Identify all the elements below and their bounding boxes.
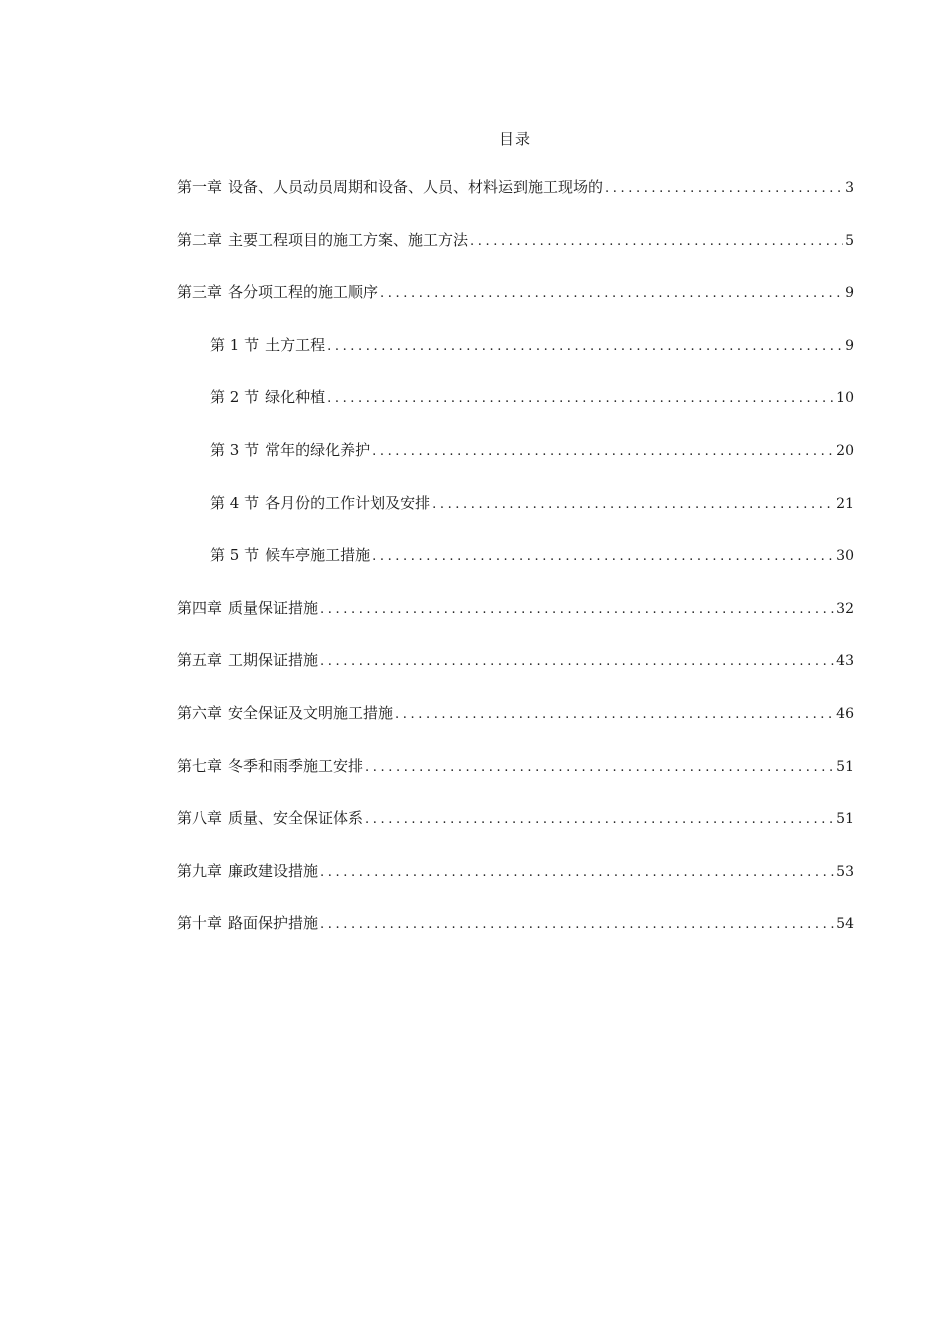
- toc-leader-dots: [320, 602, 834, 617]
- toc-entry-text: 安全保证及文明施工措施: [228, 703, 394, 722]
- toc-entry-text: 主要工程项目的施工方案、施工方法: [228, 230, 469, 249]
- toc-entry-text: 常年的绿化养护: [265, 440, 371, 459]
- toc-entry-page: 3: [845, 180, 854, 196]
- toc-entry-chapter-3[interactable]: [177, 281, 854, 334]
- toc-entry-label: 第五章: [177, 651, 223, 670]
- toc-entry-text: 土方工程: [265, 335, 326, 354]
- toc-entry-chapter-5[interactable]: [177, 649, 854, 702]
- toc-entry-page: 9: [845, 285, 854, 302]
- toc-entry-chapter-7[interactable]: [177, 755, 854, 808]
- toc-entry-chapter-6[interactable]: [177, 702, 854, 755]
- toc-entry-page: 30: [836, 548, 854, 565]
- toc-leader-dots: [327, 391, 834, 406]
- toc-entry-label: 第 4 节: [210, 493, 260, 512]
- toc-entry-label: 第六章: [177, 703, 223, 722]
- toc-title: 目录: [498, 130, 531, 148]
- toc-entry-text: 质量、安全保证体系: [228, 809, 364, 828]
- toc-entry-page: 54: [836, 916, 854, 933]
- toc-leader-dots: [605, 181, 843, 196]
- toc-entry-label: 第 3 节: [210, 440, 260, 459]
- toc-leader-dots: [320, 654, 834, 669]
- toc-leader-dots: [320, 865, 834, 880]
- toc-entry-chapter-1[interactable]: [177, 176, 854, 229]
- toc-entry-section-4[interactable]: [177, 492, 854, 545]
- toc-entry-page: 20: [836, 442, 854, 459]
- toc-leader-dots: [320, 917, 834, 932]
- toc-entry-label: 第 1 节: [210, 335, 260, 354]
- toc-entry-text: 冬季和雨季施工安排: [228, 756, 364, 775]
- toc-leader-dots: [470, 234, 843, 249]
- toc-entry-chapter-2[interactable]: [177, 229, 854, 282]
- toc-entry-page: 53: [836, 863, 854, 880]
- toc-leader-dots: [372, 444, 834, 459]
- toc-entry-text: 各月份的工作计划及安排: [265, 493, 431, 512]
- toc-entry-label: 第十章: [177, 914, 223, 933]
- toc-entry-label: 第二章: [177, 230, 223, 249]
- toc-entry-text: 路面保护措施: [228, 914, 319, 933]
- toc-entry-label: 第三章: [177, 283, 223, 302]
- toc-entry-label: 第四章: [177, 598, 223, 617]
- toc-entry-text: 绿化种植: [265, 388, 326, 407]
- toc-leader-dots: [395, 707, 834, 722]
- toc-leader-dots: [380, 286, 843, 301]
- toc-entry-label: 第 5 节: [210, 546, 260, 565]
- toc-entry-section-3[interactable]: [177, 439, 854, 492]
- toc-entry-text: 工期保证措施: [228, 651, 319, 670]
- toc-leader-dots: [432, 497, 834, 512]
- toc-entry-chapter-9[interactable]: [177, 860, 854, 913]
- toc-entry-page: 10: [836, 390, 854, 407]
- toc-entry-page: 43: [836, 653, 854, 670]
- toc-entry-text: 廉政建设措施: [228, 861, 319, 880]
- toc-leader-dots: [365, 760, 834, 775]
- toc-entry-chapter-10[interactable]: [177, 912, 854, 965]
- toc-list: [177, 176, 854, 965]
- toc-entry-chapter-4[interactable]: [177, 597, 854, 650]
- toc-entry-page: 5: [845, 232, 854, 249]
- toc-entry-section-5[interactable]: [177, 544, 854, 597]
- toc-entry-chapter-8[interactable]: [177, 807, 854, 860]
- toc-leader-dots: [372, 549, 834, 564]
- toc-leader-dots: [327, 339, 843, 354]
- toc-entry-page: 32: [836, 600, 854, 617]
- toc-entry-text: 设备、人员动员周期和设备、人员、材料运到施工现场的: [228, 178, 604, 196]
- toc-entry-label: 第八章: [177, 809, 223, 828]
- toc-entry-section-2[interactable]: [177, 386, 854, 439]
- toc-entry-label: 第七章: [177, 756, 223, 775]
- toc-entry-text: 各分项工程的施工顺序: [228, 283, 379, 302]
- toc-entry-page: 51: [836, 758, 854, 775]
- toc-entry-page: 9: [845, 337, 854, 354]
- toc-entry-text: 候车亭施工措施: [265, 546, 371, 565]
- toc-entry-page: 46: [836, 705, 854, 722]
- toc-entry-page: 21: [836, 495, 854, 512]
- toc-leader-dots: [365, 812, 834, 827]
- toc-entry-label: 第一章: [177, 178, 223, 196]
- toc-entry-page: 51: [836, 811, 854, 828]
- toc-entry-section-1[interactable]: [177, 334, 854, 387]
- toc-entry-label: 第九章: [177, 861, 223, 880]
- toc-entry-label: 第 2 节: [210, 388, 260, 407]
- toc-entry-text: 质量保证措施: [228, 598, 319, 617]
